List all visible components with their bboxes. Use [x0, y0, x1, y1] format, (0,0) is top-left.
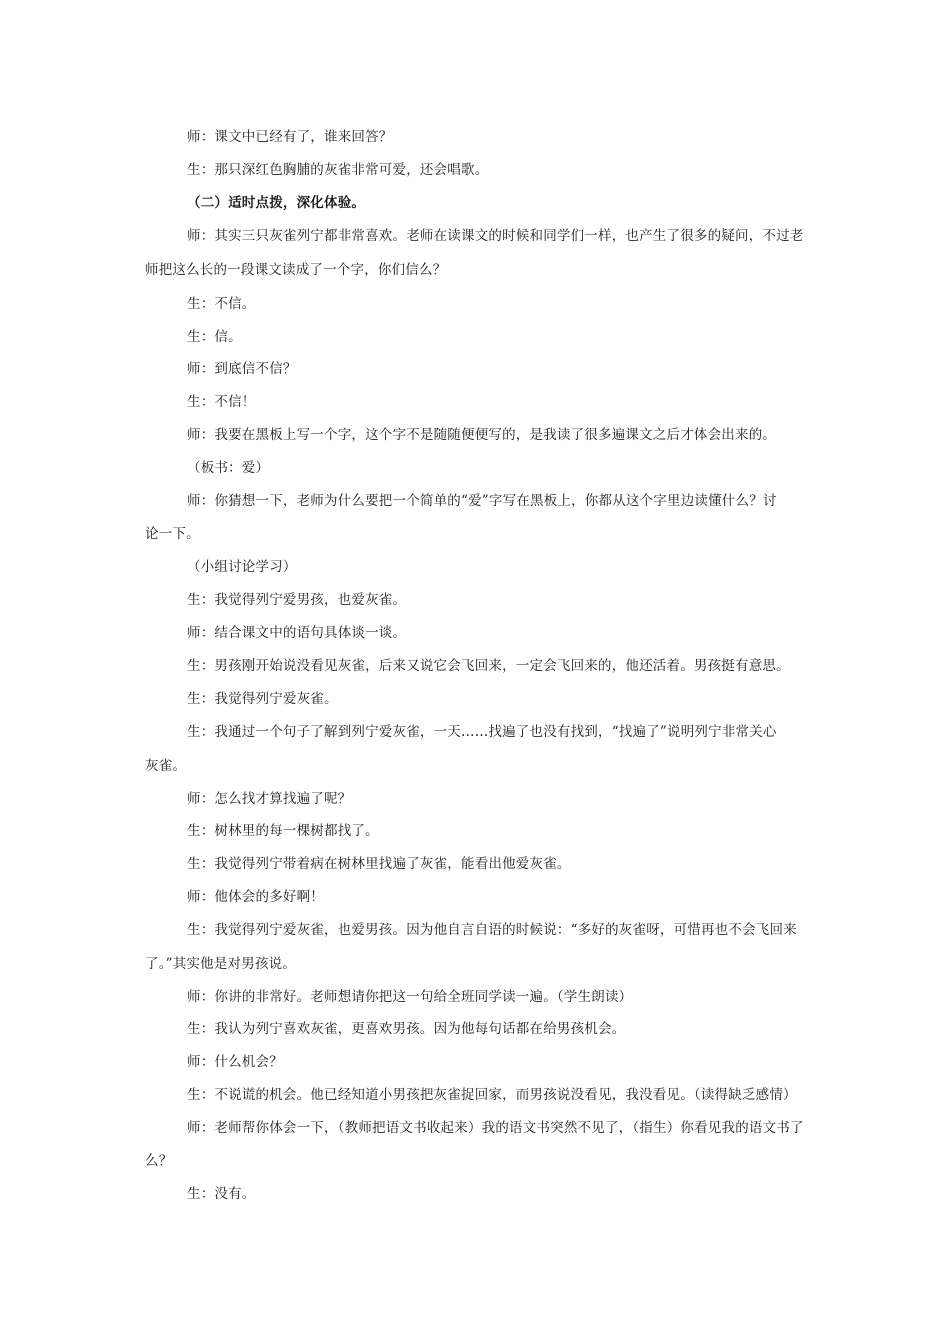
- paragraph-line: 师：怎么找才算找遍了呢？: [187, 791, 352, 807]
- paragraph-line: 生：我通过一个句子了解到列宁爱灰雀，一天……找遍了也没有找到，“找遍了”说明列宁非常关心: [187, 724, 777, 740]
- paragraph-line: 生：那只深红色胸脯的灰雀非常可爱，还会唱歌。: [187, 162, 489, 178]
- paragraph-line: 生：我觉得列宁爱男孩，也爱灰雀。: [187, 592, 407, 608]
- paragraph-line: 师：我要在黑板上写一个字，这个字不是随随便便写的，是我读了很多遍课文之后才体会出来的。: [187, 427, 777, 443]
- paragraph-line: 么？: [145, 1153, 173, 1169]
- paragraph-line: 师：老师帮你体会一下，（教师把语文书收起来）我的语文书突然不见了，（指生）你看见我的语文书了: [187, 1120, 804, 1136]
- paragraph-line: 师：你猜想一下，老师为什么要把一个简单的“爱”字写在黑板上，你都从这个字里边读懂什么？讨: [187, 493, 777, 509]
- paragraph-line: 师：课文中已经有了，谁来回答？: [187, 129, 393, 145]
- paragraph-line: 论一下。: [145, 526, 200, 542]
- paragraph-line: 生：信。: [187, 329, 242, 345]
- paragraph-line: 生：我觉得列宁爱灰雀。: [187, 691, 338, 707]
- paragraph-line: 师：你讲的非常好。老师想请你把这一句给全班同学读一遍。（学生朗读）: [187, 989, 633, 1005]
- paragraph-line: 师把这么长的一段课文读成了一个字，你们信么？: [145, 262, 447, 278]
- paragraph-line: 生：没有。: [187, 1186, 256, 1202]
- paragraph-line: （板书：爱）: [187, 460, 270, 476]
- paragraph-line: 师：到底信不信？: [187, 361, 297, 377]
- paragraph-line: 生：不信！: [187, 394, 256, 410]
- paragraph-line: 生：不说谎的机会。他已经知道小男孩把灰雀捉回家，而男孩说没看见，我没看见。（读得缺乏感情）: [187, 1087, 797, 1103]
- paragraph-line: 生：我觉得列宁爱灰雀，也爱男孩。因为他自言自语的时候说：“多好的灰雀呀，可惜再也不会飞回来: [187, 922, 797, 938]
- paragraph-line: （小组讨论学习）: [187, 559, 297, 575]
- paragraph-line: 生：不信。: [187, 296, 256, 312]
- paragraph-line: 生：我觉得列宁带着病在树林里找遍了灰雀，能看出他爱灰雀。: [187, 856, 571, 872]
- paragraph-line: 师：其实三只灰雀列宁都非常喜欢。老师在读课文的时候和同学们一样，也产生了很多的疑问，不过老: [187, 228, 804, 244]
- paragraph-line: 师：什么机会？: [187, 1054, 283, 1070]
- paragraph-line: 生：我认为列宁喜欢灰雀，更喜欢男孩。因为他每句话都在给男孩机会。: [187, 1021, 626, 1037]
- paragraph-line: 师：他体会的多好啊！: [187, 889, 324, 905]
- paragraph-line: 了。”其实他是对男孩说。: [145, 956, 297, 972]
- paragraph-line: 生：树林里的每一棵树都找了。: [187, 823, 379, 839]
- section-heading: （二）适时点拨，深化体验。: [187, 195, 366, 211]
- paragraph-line: 灰雀。: [145, 758, 187, 774]
- paragraph-line: 师：结合课文中的语句具体谈一谈。: [187, 625, 407, 641]
- paragraph-line: 生：男孩刚开始说没看见灰雀，后来又说它会飞回来，一定会飞回来的，他还活着。男孩挺有意思。: [187, 658, 790, 674]
